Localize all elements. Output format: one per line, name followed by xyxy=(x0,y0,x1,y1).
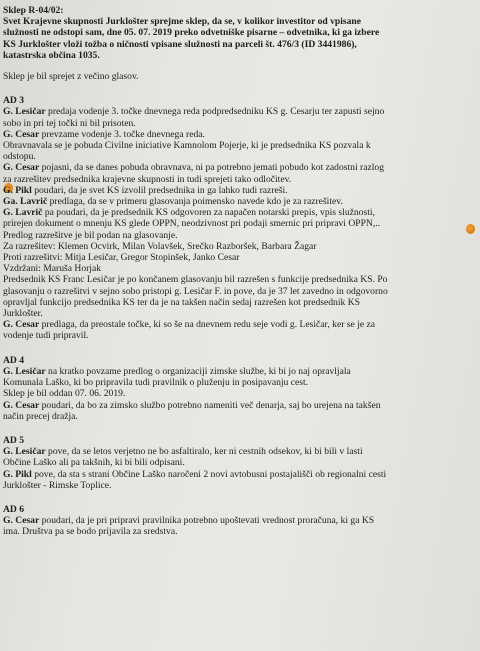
resolution-line: KS Jurklošter vloži tožba o ničnosti vpisane služnosti na parceli št. 476/3 (ID 3441986), xyxy=(3,38,357,50)
line-text: predlaga, da preostale točke, ki so še na dnevnem redu seje vodi g. Lesičar, ker se je za xyxy=(39,319,376,331)
section-body-ad5 xyxy=(3,446,475,491)
minutes-line xyxy=(3,129,475,140)
line-text: pa poudari, da je predsednik KS odgovoren za napačen notarski prepis, vpis služnosti, xyxy=(42,207,375,219)
line-text: vodenje tudi pripravil. xyxy=(3,330,89,342)
line-text: Za razrešitev: Klemen Ocvirk, Milan Volavšek, Srečko Razboršek, Barbara Žagar xyxy=(3,240,317,252)
line-text: Jurklošter. xyxy=(3,308,43,320)
speaker-name: G. Cesar xyxy=(3,319,40,331)
minutes-line xyxy=(3,319,475,330)
minutes-line xyxy=(3,174,475,185)
resolution-number: Sklep R-04/02: xyxy=(3,5,64,16)
minutes-line xyxy=(3,162,475,173)
resolution-line: Svet Krajevne skupnosti Jurklošter sprejme sklep, da se, v kolikor investitor od vpisane xyxy=(3,16,362,28)
line-text: Sklep je bil oddan 07. 06. 2019. xyxy=(3,388,126,400)
minutes-line xyxy=(3,388,475,399)
line-text: poudari, da bo za zimsko službo potrebno nameniti več denarja, saj bo urejena na takšen xyxy=(39,399,381,411)
line-text: prevzame vodenje 3. točke dnevnega reda. xyxy=(39,128,205,140)
line-text: Predlog razrešitve je bil podan na glasovanje. xyxy=(3,229,178,241)
line-text: Jurklošter - Rimske Toplice. xyxy=(3,479,112,491)
resolution-result: Sklep je bil sprejet z večino glasov. xyxy=(3,71,139,83)
section-heading-ad6: AD 6 xyxy=(3,503,25,515)
minutes-line xyxy=(3,106,475,117)
section-body-ad3 xyxy=(3,106,475,341)
spacer xyxy=(3,61,475,71)
line-text: poudari, da je pri pripravi pravilnika potrebno upoštevati vrednost proračuna, ki ga KS xyxy=(39,515,375,527)
resolution-block xyxy=(3,5,475,61)
section-heading-ad4: AD 4 xyxy=(3,354,25,366)
minutes-line xyxy=(3,400,475,411)
minutes-line xyxy=(3,151,475,162)
minutes-line xyxy=(3,241,475,252)
minutes-line xyxy=(3,515,475,526)
minutes-line xyxy=(3,526,475,537)
line-text: na kratko povzame predlog o organizaciji zimske službe, ki bi jo naj opravljala xyxy=(45,365,351,377)
minutes-line xyxy=(3,252,475,263)
minutes-line xyxy=(3,469,475,480)
spacer xyxy=(3,342,475,355)
minutes-line xyxy=(3,297,475,308)
line-text: glasovanju o razrešitvi v sejno sobo pristopi g. Lesičar F. in pove, da je 37 let zavedno in odgovorno xyxy=(3,285,388,297)
minutes-line xyxy=(3,308,475,319)
minutes-line xyxy=(3,457,475,468)
speaker-name: G. Lesičar xyxy=(3,106,46,118)
line-text: način precej dražja. xyxy=(3,410,78,422)
line-text: pove, da sta s strani Občine Laško naročeni 2 novi avtobusni postajališči ob regionalni cesti xyxy=(31,468,387,480)
minutes-line xyxy=(3,207,475,218)
minutes-line xyxy=(3,263,475,274)
line-text: Vzdržani: Maruša Horjak xyxy=(3,263,102,275)
line-text: pojasni, da se danes pobuda obravnava, ni pa potrebno jemati pobudo kot zadostni razlog xyxy=(39,162,384,174)
minutes-line xyxy=(3,446,475,457)
minutes-line xyxy=(3,330,475,341)
speaker-name: G. Cesar xyxy=(3,515,40,527)
speaker-name: G. Lesičar xyxy=(3,446,46,458)
speaker-name: G. Lavrič xyxy=(3,207,43,219)
minutes-line xyxy=(3,230,475,241)
minutes-line xyxy=(3,196,475,207)
line-text: Predsednik KS Franc Lesičar je po končanem glasovanju bil razrešen s funkcije predsednika KS. Po xyxy=(3,274,388,286)
minutes-line xyxy=(3,185,475,196)
speaker-name: G. Cesar xyxy=(3,128,40,140)
line-text: Proti razrešitvi: Mitja Lesičar, Gregor Stopinšek, Janko Cesar xyxy=(3,252,240,264)
minutes-line xyxy=(3,118,475,129)
section-heading-ad3: AD 3 xyxy=(3,95,25,107)
speaker-name: G. Pikl xyxy=(3,468,32,480)
line-text: Obravnavala se je pobuda Civilne iniciative Kamnolom Pojerje, ki je predsednika KS pozvala k xyxy=(3,140,371,152)
minutes-line xyxy=(3,218,475,229)
minutes-line xyxy=(3,377,475,388)
speaker-name: G. Lesičar xyxy=(3,365,46,377)
line-text: Komunala Laško, ki bo pripravila tudi pravilnik o pluženju in posipavanju cest. xyxy=(3,377,309,389)
speaker-name: G. Cesar xyxy=(3,399,40,411)
speaker-name: Ga. Lavrič xyxy=(3,196,48,208)
minutes-line xyxy=(3,366,475,377)
section-heading-ad5: AD 5 xyxy=(3,434,25,446)
minutes-text xyxy=(3,5,475,538)
line-text: ima. Društva pa se bodo prijavila za sredstva. xyxy=(3,526,178,538)
minutes-line xyxy=(3,411,475,422)
speaker-name: G. Cesar xyxy=(3,162,40,174)
line-text: poudari, da je svet KS izvolil predsednika in ga lahko tudi razreši. xyxy=(31,184,288,196)
minutes-line xyxy=(3,274,475,285)
section-body-ad4 xyxy=(3,366,475,422)
line-text: predlaga, da se v primeru glasovanja poimensko navede kdo je za razrešitev. xyxy=(47,196,343,208)
minutes-line xyxy=(3,480,475,491)
spacer xyxy=(3,491,475,504)
line-text: odstopu. xyxy=(3,151,36,163)
spacer xyxy=(3,422,475,435)
line-text: za razrešitev predsednika krajevne skupnosti in tudi sprejeti tako odločitev. xyxy=(3,173,292,185)
line-text: pove, da se letos verjetno ne bo asfaltiralo, ker ni cestnih odsekov, ki bi bili v lasti xyxy=(45,446,363,458)
line-text: predaja vodenje 3. točke dnevnega reda podpredsedniku KS g. Cesarju ter zapusti sejno xyxy=(45,106,385,118)
line-text: Občine Laško ali pa takšnih, ki bi bili odpisani. xyxy=(3,457,185,469)
minutes-line xyxy=(3,140,475,151)
resolution-line: katastrska občina 1035. xyxy=(3,49,100,61)
speaker-name: G. Pikl xyxy=(3,184,32,196)
resolution-line: služnosti ne odstopi sam, dne 05. 07. 2019 preko odvetniške pisarne – odvetnika, ki ga izbere xyxy=(3,27,380,39)
line-text: prirejen dokument o mnenju KS glede OPPN, neodzivnost pri podaji smernic pri pripravi OPPN,.. xyxy=(3,218,381,230)
minutes-line xyxy=(3,286,475,297)
spacer xyxy=(3,82,475,95)
line-text: opravljal funkcijo predsednika KS ter da je na takšen način sedaj razrešen kot predsednik KS xyxy=(3,296,360,308)
line-text: sobo in pri tej točki ni bil prisoten. xyxy=(3,117,136,129)
section-body-ad6 xyxy=(3,515,475,537)
